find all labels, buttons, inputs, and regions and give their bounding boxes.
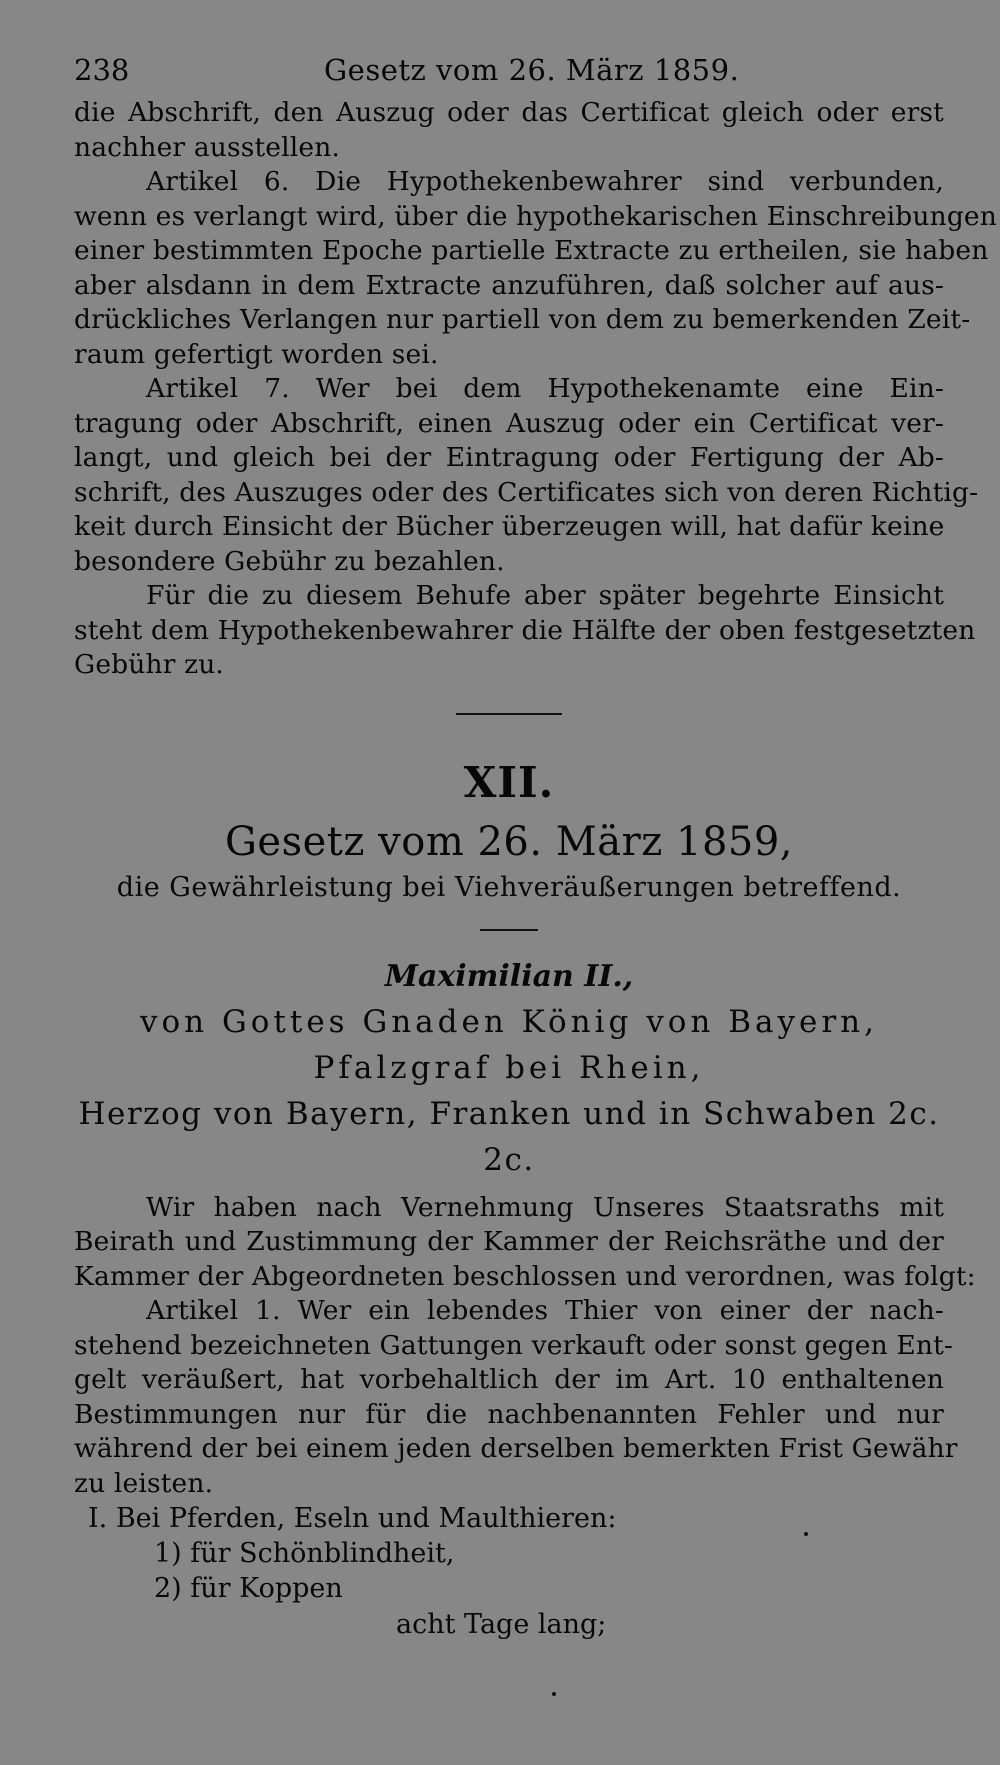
- print-speck: [804, 1532, 808, 1536]
- king-title-line-3: Herzog von Bayern, Franken und in Schwaben 2c. 2c.: [78, 1095, 940, 1178]
- preamble-text: [74, 1191, 976, 1502]
- prev-section-text: [74, 96, 997, 683]
- list-trailing-text: acht Tage lang;: [396, 1609, 607, 1640]
- text-line: Für die zu diesem Behufe aber später begehrte Einsicht: [146, 580, 944, 611]
- text-line: einer bestimmten Epoche partielle Extracte zu ertheilen, sie haben: [74, 235, 989, 266]
- text-line: steht dem Hypothekenbewahrer die Hälfte der oben festgesetzten: [74, 614, 976, 646]
- running-title: Gesetz vom 26. März 1859.: [324, 53, 740, 87]
- text-line: wenn es verlangt wird, über die hypothekarischen Einschreibungen: [74, 200, 997, 232]
- law-subtitle: die Gewährleistung bei Viehveräußerungen betreffend.: [116, 871, 902, 903]
- text-line: Beirath und Zustimmung der Kammer der Reichsräthe und der: [74, 1226, 944, 1257]
- text-line: besondere Gebühr zu bezahlen.: [74, 545, 505, 577]
- text-line: keit durch Einsicht der Bücher überzeugen will, hat dafür keine: [74, 511, 945, 542]
- text-line: langt, und gleich bei der Eintragung oder Fertigung der Ab-: [74, 442, 944, 473]
- text-line: Kammer der Abgeordneten beschlossen und verordnen, was folgt:: [74, 1260, 976, 1292]
- article-1-heading-line: Artikel 1. Wer ein lebendes Thier von einer der nach-: [146, 1295, 944, 1326]
- section-number: XII.: [463, 757, 555, 807]
- text-line: Gebühr zu.: [74, 649, 224, 680]
- print-speck: [552, 1692, 556, 1696]
- article-7-heading-line: Artikel 7. Wer bei dem Hypothekenamte eine Ein-: [146, 373, 944, 404]
- page-number: 238: [74, 53, 130, 87]
- text-line: raum gefertigt worden sei.: [74, 338, 439, 370]
- title-divider: [480, 929, 538, 931]
- text-line: während der bei einem jeden derselben bemerkten Frist Gewähr: [74, 1433, 958, 1464]
- text-line: Bestimmungen nur für die nachbenannten Fehler und nur: [74, 1398, 944, 1430]
- list-item: 2) für Koppen: [154, 1573, 343, 1604]
- text-line: die Abschrift, den Auszug oder das Certificat gleich oder erst: [74, 97, 944, 128]
- article-6-heading-line: Artikel 6. Die Hypothekenbewahrer sind verbunden,: [146, 166, 944, 197]
- text-line: schrift, des Auszuges oder des Certificates sich von deren Richtig-: [74, 476, 979, 508]
- text-line: aber alsdann in dem Extracte anzuführen, daß solcher auf aus-: [74, 269, 944, 301]
- king-name: Maximilian II.,: [384, 958, 634, 994]
- king-title-line-1: von Gottes Gnaden König von Bayern,: [140, 1003, 878, 1040]
- text-line: nachher ausstellen.: [74, 131, 340, 163]
- page-header: [74, 44, 944, 96]
- text-line: drückliches Verlangen nur partiell von dem zu bemerkenden Zeit-: [74, 304, 971, 335]
- document-page: [74, 44, 997, 1734]
- section-divider: [456, 713, 562, 715]
- text-line: gelt veräußert, hat vorbehaltlich der im Art. 10 enthaltenen: [74, 1364, 944, 1395]
- text-line: tragung oder Abschrift, einen Auszug oder ein Certificat ver-: [74, 407, 944, 439]
- king-title-line-2: Pfalzgraf bei Rhein,: [313, 1049, 705, 1086]
- list-heading: I. Bei Pferden, Eseln und Maulthieren:: [88, 1503, 617, 1534]
- law-title: Gesetz vom 26. März 1859,: [224, 818, 794, 865]
- text-line: Wir haben nach Vernehmung Unseres Staatsraths mit: [146, 1191, 944, 1223]
- text-line: zu leisten.: [74, 1467, 214, 1499]
- text-line: stehend bezeichneten Gattungen verkauft oder sonst gegen Ent-: [74, 1329, 953, 1361]
- list-item: 1) für Schönblindheit,: [154, 1538, 455, 1569]
